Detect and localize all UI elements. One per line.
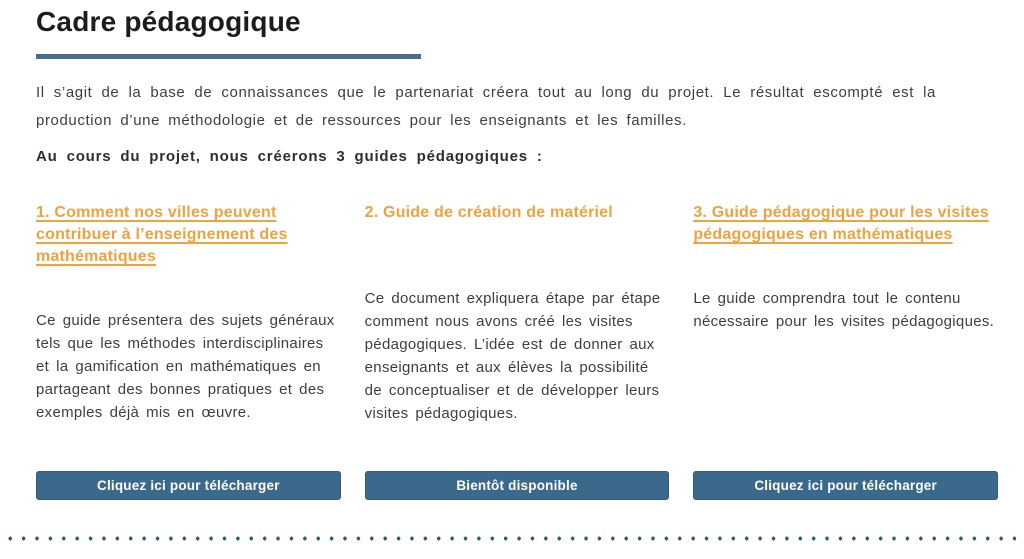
title-underline-bar (36, 54, 421, 59)
guide-3-download-button[interactable]: Cliquez ici pour télécharger (693, 471, 998, 500)
guide-3-title-link[interactable]: 3. Guide pédagogique pour les visites pédagogiques en mathématiques (693, 204, 989, 244)
page-title: Cadre pédagogique (36, 6, 301, 37)
guide-3-description: Le guide comprendra tout le contenu nécessaire pour les visites pédagogiques. (693, 290, 995, 331)
guide-1-title-link[interactable]: 1. Comment nos villes peuvent contribuer à l’enseignement des mathématiques (36, 204, 288, 266)
intro-paragraph: Il s’agit de la base de connaissances que le partenariat créera tout au long du projet. Le résultat escompté est la production d’une méthodologie et de ressources pour les enseignants et les familles. (36, 84, 936, 130)
guides-grid (36, 202, 998, 500)
guide-2-coming-soon-button[interactable]: Bientôt disponible (365, 471, 670, 500)
guide-column-2 (365, 202, 670, 500)
guide-column-3 (693, 202, 998, 500)
guides-lead-text: Au cours du projet, nous créerons 3 guides pédagogiques : (36, 148, 543, 166)
guide-1-download-button[interactable]: Cliquez ici pour télécharger (36, 471, 341, 500)
guide-1-description: Ce guide présentera des sujets généraux tels que les méthodes interdisciplinaires et la gamification en mathématiques en partageant des bonnes pratiques et des exemples déjà mis en œuvre. (36, 312, 335, 422)
guide-column-1 (36, 202, 341, 500)
dotted-separator (8, 536, 1016, 541)
guide-2-description: Ce document expliquera étape par étape comment nous avons créé les visites pédagogiques. L’idée est de donner aux enseignants et aux élèves la possibilité de conceptualiser et de développer leurs visites pédagogiques. (364, 290, 661, 423)
guide-2-title: 2. Guide de création de matériel (364, 204, 613, 222)
